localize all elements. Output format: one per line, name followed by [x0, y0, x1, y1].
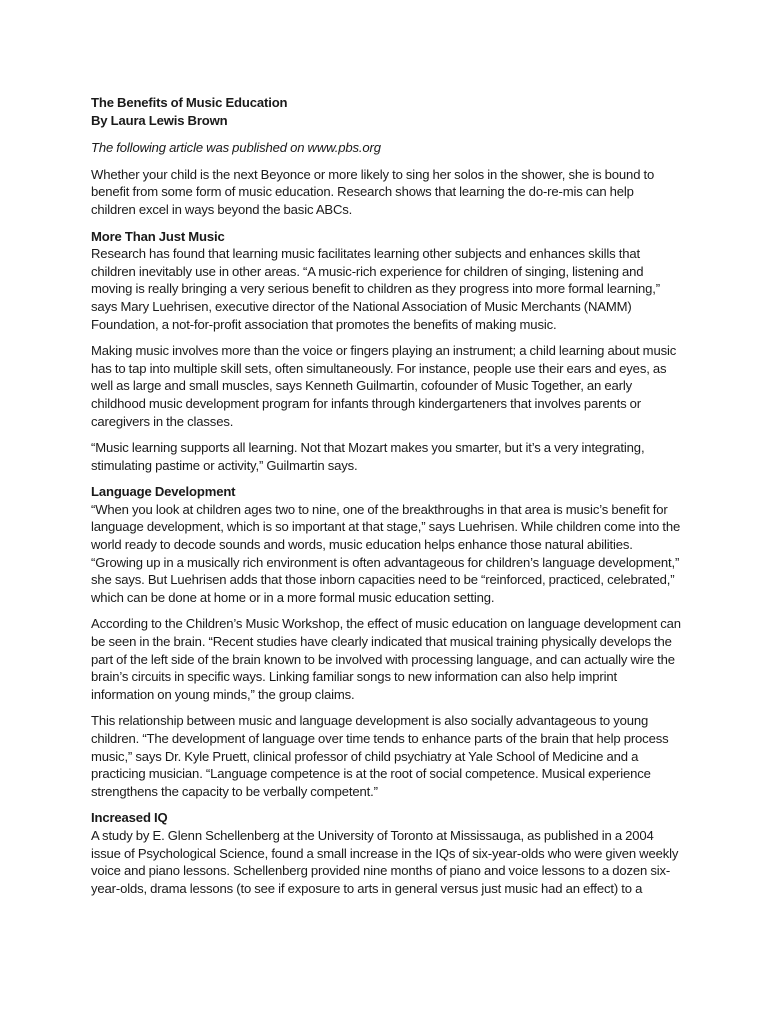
- body-paragraph: According to the Children’s Music Workshop, the effect of music education on language development can be seen in the brain. “Recent studies have clearly indicated that musical training physically develops the part of the left side of the brain known to be involved with processing language, and can actually wire the brain’s circuits in specific ways. Linking familiar songs to new information can also help imprint information on young minds,” the group claims.: [91, 616, 681, 702]
- section-increased-iq: [91, 809, 681, 897]
- body-paragraph: Research has found that learning music facilitates learning other subjects and enhances skills that children inevitably use in other areas. “A music-rich experience for children of singing, listening and moving is really bringing a very serious benefit to children as they progress into more formal learning,” says Mary Luehrisen, executive director of the National Association of Music Merchants (NAMM) Foundation, a not-for-profit association that promotes the benefits of making music.: [91, 246, 660, 332]
- article-body: [91, 94, 681, 906]
- body-paragraph: Making music involves more than the voice or fingers playing an instrument; a child learning about music has to tap into multiple skill sets, often simultaneously. For instance, people use their ears and eyes, as well as large and small muscles, says Kenneth Guilmartin, cofounder of Music Together, an early childhood music development program for infants through kindergarteners that involves parents or caregivers in the classes.: [91, 343, 677, 429]
- section-language-development: [91, 483, 681, 800]
- section-heading: Increased IQ: [91, 810, 168, 826]
- body-paragraph: “Music learning supports all learning. Not that Mozart makes you smarter, but it’s a very integrating, stimulating pastime or activity,” Guilmartin says.: [91, 440, 645, 473]
- section-heading: Language Development: [91, 484, 236, 500]
- title-block: [91, 94, 681, 129]
- section-heading: More Than Just Music: [91, 228, 225, 244]
- section-more-than-just-music: [91, 228, 681, 475]
- body-paragraph: “When you look at children ages two to nine, one of the breakthroughs in that area is music’s benefit for language development, which is so important at that stage,” says Luehrisen. While children come into the world ready to decode sounds and words, music education helps enhance those natural abilities. “Growing up in a musically rich environment is often advantageous for children’s language development,” she says. But Luehrisen adds that those inborn capacities need to be “reinforced, practiced, celebrated,” which can be done at home or in a more formal music education setting.: [91, 501, 681, 605]
- intro-paragraph: Whether your child is the next Beyonce or more likely to sing her solos in the shower, she is bound to benefit from some form of music education. Research shows that learning the do-re-mis can help children excel in ways beyond the basic ABCs.: [91, 166, 655, 217]
- source-note: The following article was published on www.pbs.org: [91, 140, 381, 156]
- article-title: The Benefits of Music Education: [91, 95, 288, 110]
- body-paragraph: This relationship between music and language development is also socially advantageous to young children. “The development of language over time tends to enhance parts of the brain that help process music,” says Dr. Kyle Pruett, clinical professor of child psychiatry at Yale School of Medicine and a practicing musician. “Language competence is at the root of social competence. Musical experience strengthens the capacity to be verbally competent.”: [91, 713, 669, 799]
- body-paragraph: A study by E. Glenn Schellenberg at the University of Toronto at Mississauga, as published in a 2004 issue of Psychological Science, found a small increase in the IQs of six-year-olds who were given weekly voice and piano lessons. Schellenberg provided nine months of piano and voice lessons to a dozen six-year-olds, drama lessons (to see if exposure to arts in general versus just music had an effect) to a: [91, 827, 679, 896]
- article-byline: By Laura Lewis Brown: [91, 112, 228, 128]
